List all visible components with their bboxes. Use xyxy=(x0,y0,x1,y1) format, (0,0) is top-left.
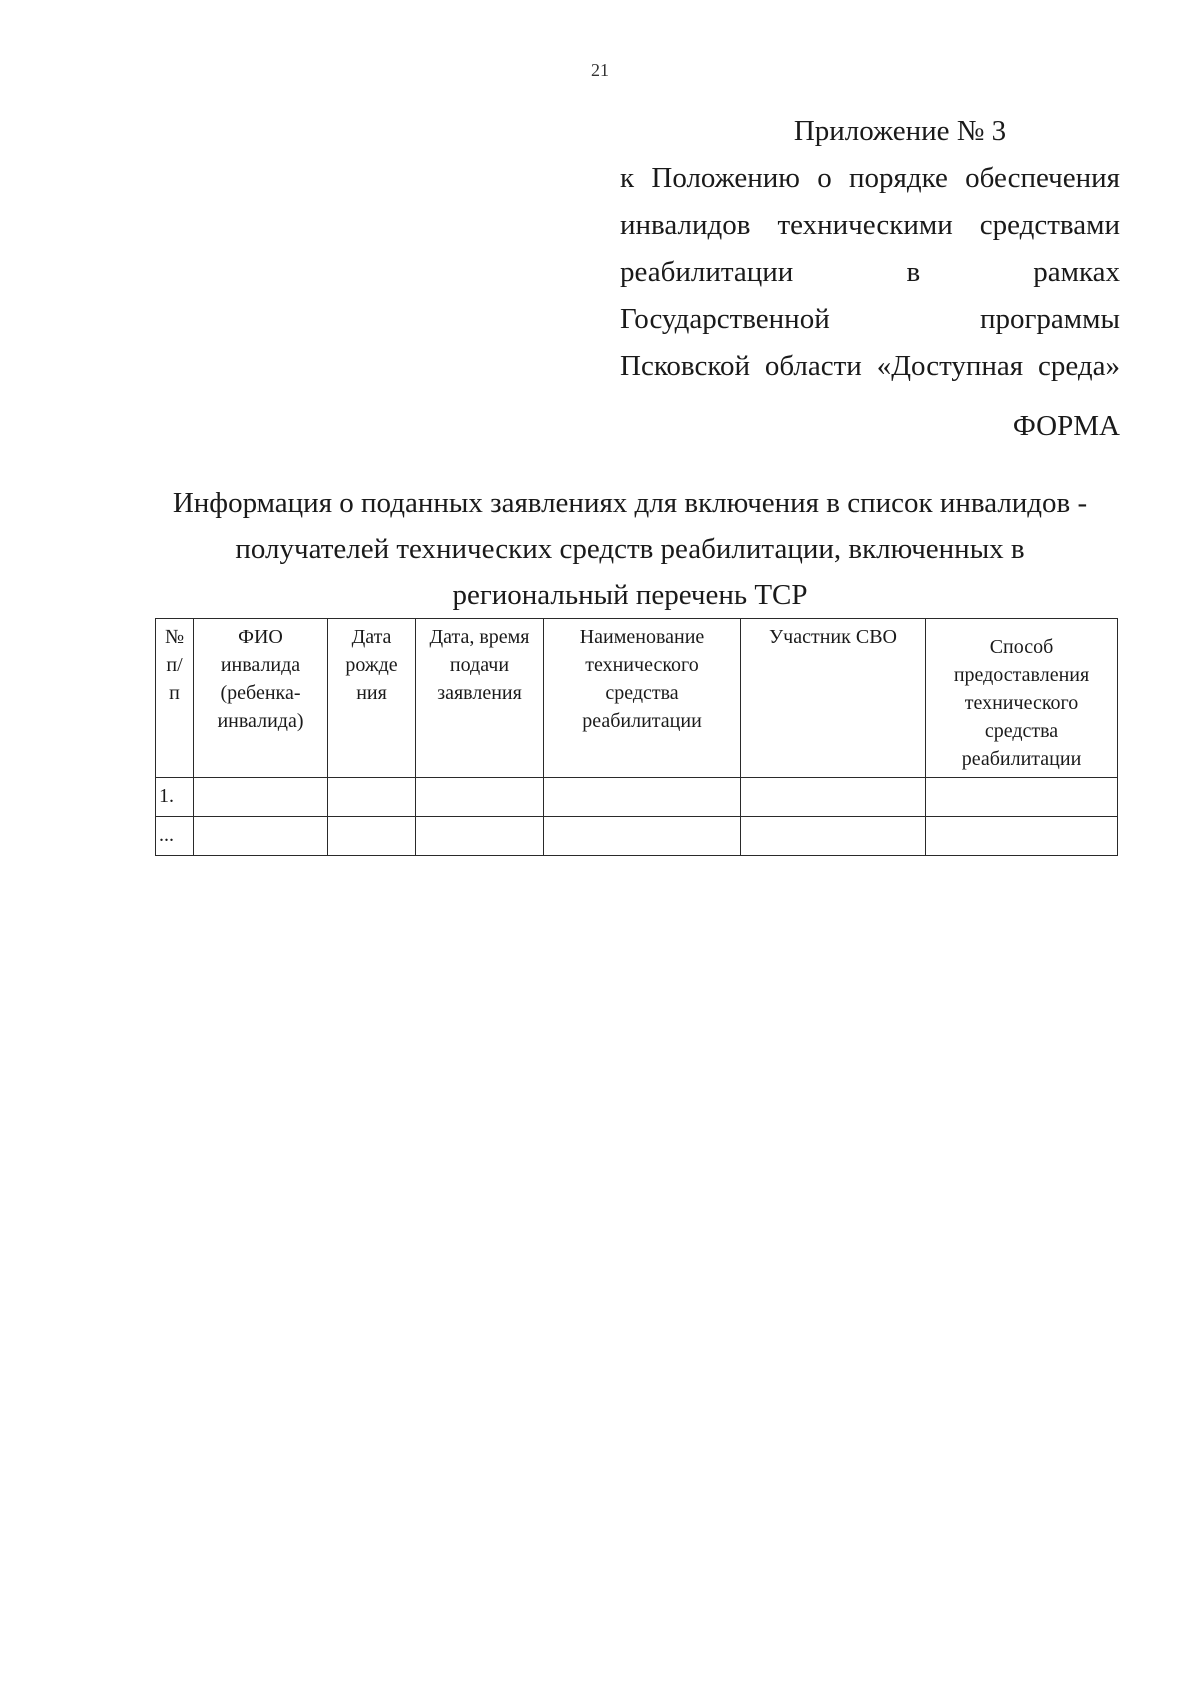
table-cell xyxy=(416,778,544,817)
table-cell xyxy=(544,778,741,817)
header-svo-participant: Участник СВО xyxy=(741,619,926,778)
header-number: № п/ п xyxy=(156,619,194,778)
document-title-line: получателей технических средств реабилитации, включенных в xyxy=(235,533,1025,565)
document-title-line: Информация о поданных заявлениях для включения в список инвалидов - xyxy=(172,487,1088,519)
document-title-line: региональный перечень ТСР xyxy=(452,579,808,611)
table-cell xyxy=(328,778,416,817)
header-device-name: Наименование технического средства реабилитации xyxy=(544,619,741,778)
form-label: ФОРМА xyxy=(1012,410,1120,442)
table-cell xyxy=(416,817,544,856)
table-row xyxy=(156,817,1118,856)
table-cell xyxy=(926,778,1118,817)
appendix-line: реабилитации в рамках xyxy=(620,256,1120,288)
appendix-line: Псковской области «Доступная среда» xyxy=(620,350,1120,382)
table-cell: 1. xyxy=(156,778,194,817)
table-cell xyxy=(741,817,926,856)
appendix-line: инвалидов техническими средствами xyxy=(620,209,1120,241)
appendix-block xyxy=(620,108,1120,390)
table-row xyxy=(156,778,1118,817)
table-cell xyxy=(194,817,328,856)
appendix-line: Государственной программы xyxy=(620,303,1120,335)
appendix-title: Приложение № 3 xyxy=(793,115,1007,147)
table-cell xyxy=(194,778,328,817)
document-title xyxy=(140,480,1120,618)
table-cell xyxy=(741,778,926,817)
table-cell xyxy=(926,817,1118,856)
header-application-date: Дата, время подачи заявления xyxy=(416,619,544,778)
header-provision-method: Способ предоставления технического средства реабилитации xyxy=(926,619,1118,778)
table-cell: ... xyxy=(156,817,194,856)
header-fio: ФИО инвалида (ребенка-инвалида) xyxy=(194,619,328,778)
table-cell xyxy=(544,817,741,856)
appendix-line: к Положению о порядке обеспечения xyxy=(620,162,1120,194)
applications-table xyxy=(155,618,1118,856)
page-number: 21 xyxy=(591,60,609,80)
header-birth-date: Дата рожде ния xyxy=(328,619,416,778)
table-cell xyxy=(328,817,416,856)
table-header-row xyxy=(156,619,1118,778)
